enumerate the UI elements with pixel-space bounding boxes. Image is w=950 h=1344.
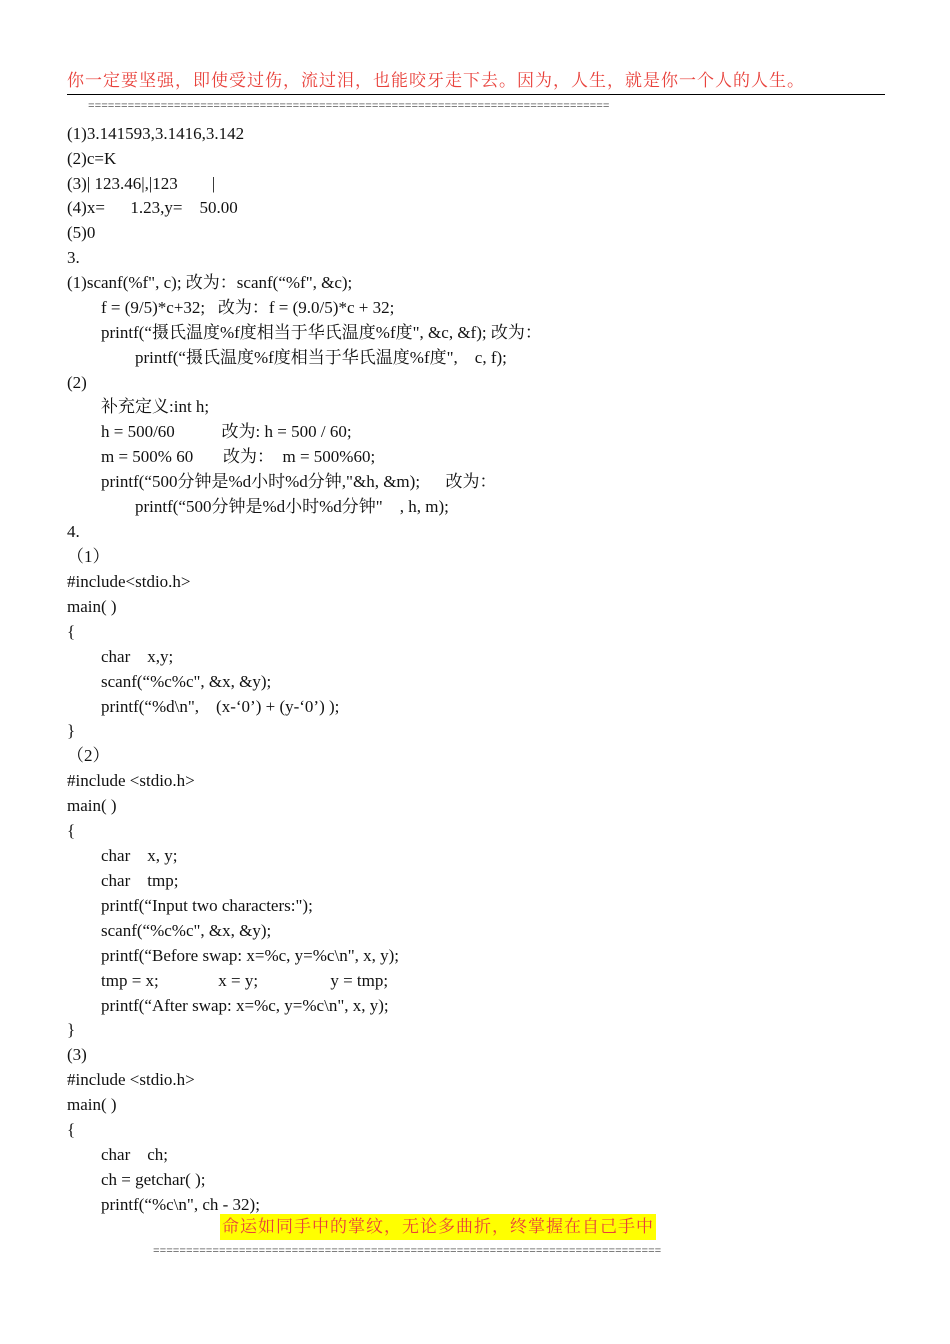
fix-line: h = 500/60 改为: h = 500 / 60;	[101, 422, 352, 441]
fix-line: f = (9/5)*c+32; 改为：f = (9.0/5)*c + 32;	[101, 298, 395, 317]
footer-motto: 命运如同手中的掌纹，无论多曲折，终掌握在自己手中	[220, 1214, 656, 1240]
code-line: }	[67, 721, 76, 740]
fix-line: printf(“500分钟是%d小时%d分钟" , h, m);	[135, 497, 449, 516]
code-line: printf(“%c\n", ch - 32);	[101, 1195, 260, 1214]
code-line: printf(“Before swap: x=%c, y=%c\n", x, y);	[101, 946, 400, 965]
section-number: 4.	[67, 522, 80, 541]
code-line: scanf(“%c%c", &x, &y);	[101, 921, 272, 940]
code-line: char ch;	[101, 1145, 169, 1164]
answer-line: (1)3.141593,3.1416,3.142	[67, 124, 245, 143]
code-line: tmp = x; x = y; y = tmp;	[101, 971, 389, 990]
code-line: char x,y;	[101, 647, 174, 666]
fix-line: printf(“摄氏温度%f度相当于华氏温度%f度", &c, &f); 改为：	[101, 323, 542, 342]
fix-line: printf(“500分钟是%d小时%d分钟,"&h, &m); 改为：	[101, 472, 497, 491]
subsection-label: （2）	[67, 746, 110, 765]
fix-line: (1)scanf(%f", c); 改为：scanf(“%f", &c);	[67, 273, 353, 292]
code-line: char tmp;	[101, 871, 179, 890]
code-line: printf(“After swap: x=%c, y=%c\n", x, y);	[101, 996, 389, 1015]
fix-line: 补充定义:int h;	[101, 397, 210, 416]
subsection-label: (3)	[67, 1045, 87, 1064]
code-line: main( )	[67, 796, 117, 815]
code-line: #include<stdio.h>	[67, 572, 191, 591]
fix-line: printf(“摄氏温度%f度相当于华氏温度%f度", c, f);	[135, 348, 507, 367]
section-number: 3.	[67, 248, 80, 267]
code-line: printf(“%d\n", (x-‘0’) + (y-‘0’) );	[101, 697, 340, 716]
code-line: scanf(“%c%c", &x, &y);	[101, 672, 272, 691]
top-separator: ===============================================================================	[88, 101, 610, 113]
code-line: #include <stdio.h>	[67, 1070, 195, 1089]
bottom-separator: =============================================================================	[153, 1246, 662, 1258]
code-line: char x, y;	[101, 846, 178, 865]
subsection-label: （1）	[67, 547, 110, 566]
fix-line: m = 500% 60 改为： m = 500%60;	[101, 447, 376, 466]
code-line: printf(“Input two characters:");	[101, 896, 313, 915]
subsection-label: (2)	[67, 373, 87, 392]
header-rule	[67, 94, 885, 95]
code-line: main( )	[67, 597, 117, 616]
code-line: }	[67, 1020, 76, 1039]
code-line: {	[67, 821, 76, 840]
code-line: #include <stdio.h>	[67, 771, 195, 790]
code-line: {	[67, 1120, 76, 1139]
answer-line: (5)0	[67, 223, 96, 242]
answer-line: (4)x= 1.23,y= 50.00	[67, 198, 238, 217]
answer-line: (3)| 123.46|,|123 |	[67, 174, 216, 193]
header-motto: 你一定要坚强，即使受过伤，流过泪，也能咬牙走下去。因为，人生，就是你一个人的人生。	[67, 71, 805, 91]
answer-line: (2)c=K	[67, 149, 117, 168]
code-line: main( )	[67, 1095, 117, 1114]
code-line: ch = getchar( );	[101, 1170, 206, 1189]
code-line: {	[67, 622, 76, 641]
